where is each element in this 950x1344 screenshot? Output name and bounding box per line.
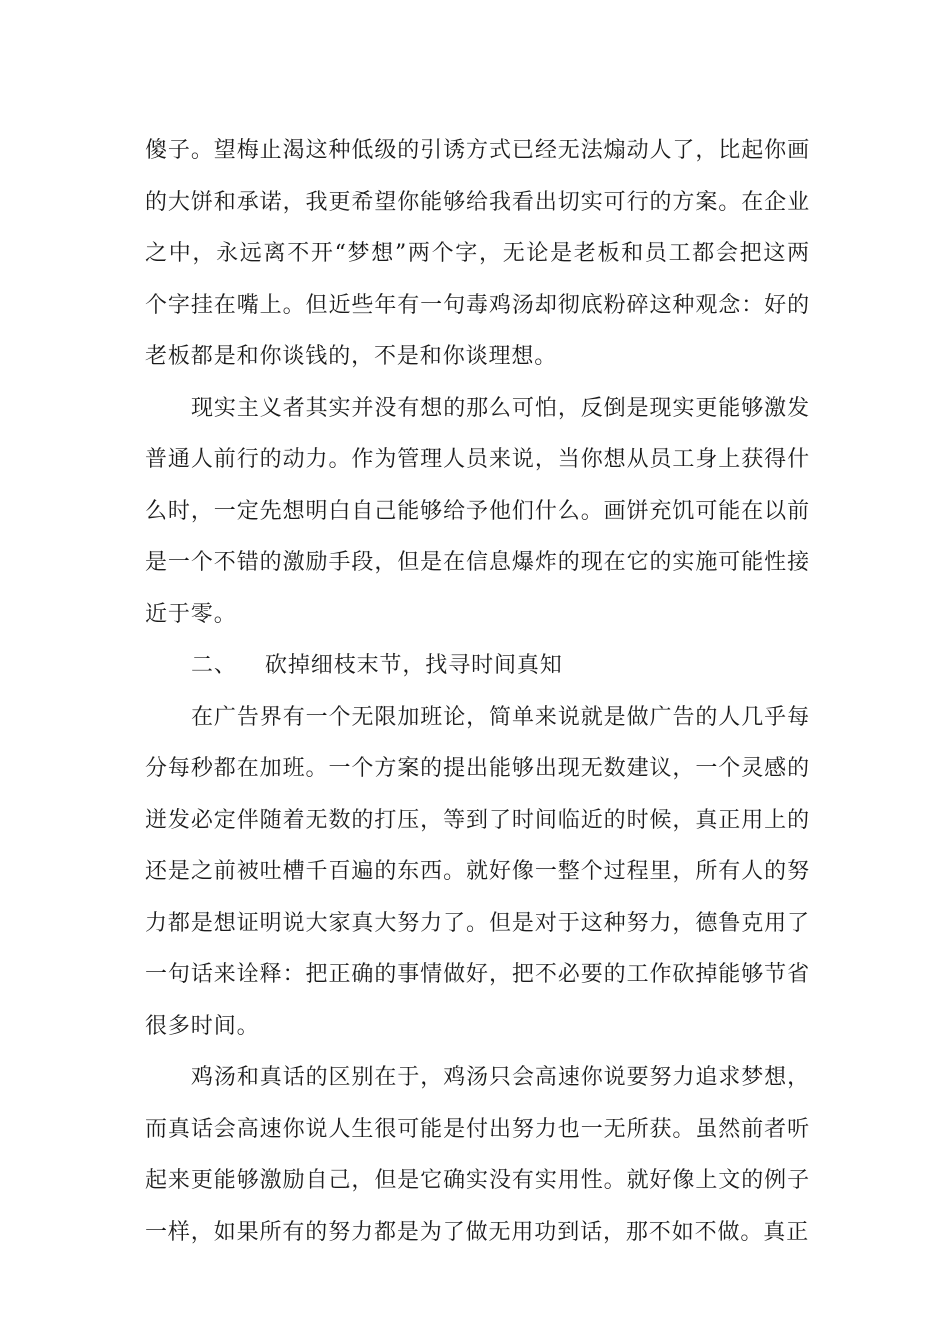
section-heading-title: 砍掉细枝末节，找寻时间真知 — [265, 653, 563, 678]
section-heading — [145, 640, 810, 692]
paragraph-advertising: 在广告界有一个无限加班论，简单来说就是做广告的人几乎每分每秒都在加班。一个方案的提出能够出现无数建议，一个灵感的迸发必定伴随着无数的打压，等到了时间临近的时候，真正用上的还是之前被吐槽千百遍的东西。就好像一整个过程里，所有人的努力都是想证明说大家真大努力了。但是对于这种努力，德鲁克用了一句话来诠释：把正确的事情做好，把不必要的工作砍掉能够节省很多时间。 — [145, 704, 810, 1039]
paragraph-continued: 傻子。望梅止渴这种低级的引诱方式已经无法煽动人了，比起你画的大饼和承诺，我更希望你能够给我看出切实可行的方案。在企业之中，永远离不开“梦想”两个字，无论是老板和员工都会把这两个字挂在嘴上。但近些年有一句毒鸡汤却彻底粉碎这种观念：好的老板都是和你谈钱的，不是和你谈理想。 — [145, 138, 810, 369]
paragraph-chicken-soup: 鸡汤和真话的区别在于，鸡汤只会高速你说要努力追求梦想，而真话会高速你说人生很可能是付出努力也一无所获。虽然前者听起来更能够激励自己，但是它确实没有实用性。就好像上文的例子一样，如果所有的努力都是为了做无用功到话，那不如不做。真正 — [145, 1065, 810, 1245]
document-page — [145, 125, 810, 1258]
section-heading-number: 二、 — [191, 653, 237, 678]
paragraph-realism: 现实主义者其实并没有想的那么可怕，反倒是现实更能够激发普通人前行的动力。作为管理人员来说，当你想从员工身上获得什么时，一定先想明白自己能够给予他们什么。画饼充饥可能在以前是一个不错的激励手段，但是在信息爆炸的现在它的实施可能性接近于零。 — [145, 395, 810, 627]
